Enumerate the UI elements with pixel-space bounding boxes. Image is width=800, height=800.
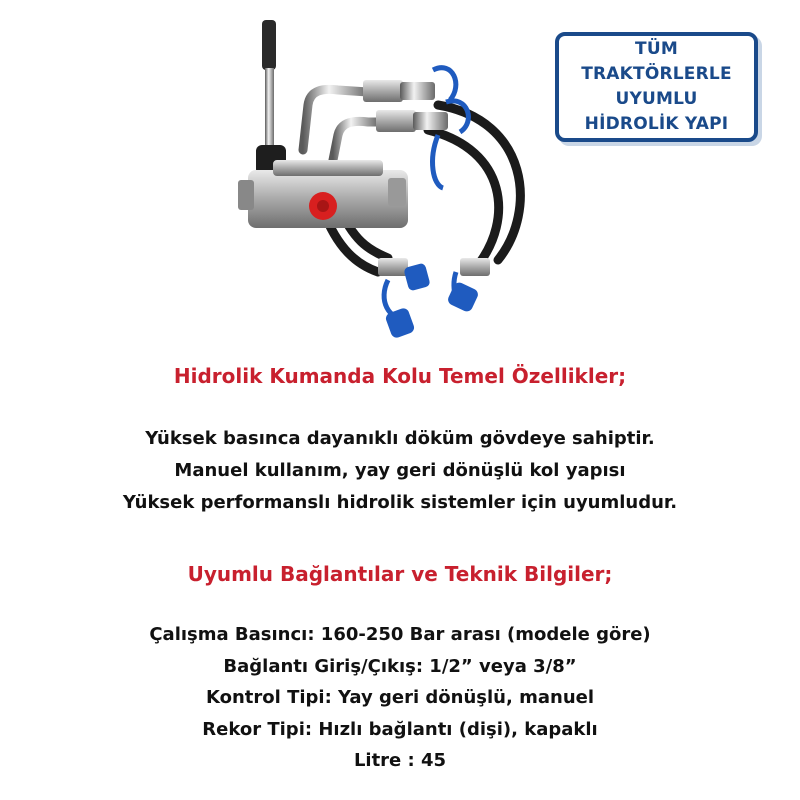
feature-item: Yüksek performanslı hidrolik sistemler için uyumludur. [122, 492, 678, 513]
spec-item: Kontrol Tipi: Yay geri dönüşlü, manuel [205, 687, 595, 708]
control-lever [256, 20, 286, 175]
spec-item: Bağlantı Giriş/Çıkış: 1/2” veya 3/8” [223, 656, 577, 677]
valve-body [238, 160, 408, 228]
feature-item: Yüksek basınca dayanıklı döküm gövdeye sahiptir. [145, 428, 655, 449]
spec-item: Rekor Tipi: Hızlı bağlantı (dişi), kapaklı [202, 719, 598, 740]
feature-item: Manuel kullanım, yay geri dönüşlü kol yapısı [174, 460, 626, 481]
badge-line-3: HİDROLİK YAPI [584, 114, 729, 134]
features-heading: Hidrolik Kumanda Kolu Temel Özellikler; [173, 364, 627, 388]
badge-line-2: UYUMLU [615, 89, 698, 109]
spec-item: Çalışma Basıncı: 160-250 Bar arası (modele göre) [149, 624, 651, 645]
hydraulic-valve-image [228, 10, 558, 350]
specs-heading: Uyumlu Bağlantılar ve Teknik Bilgiler; [187, 562, 613, 586]
blue-coupler-caps-bottom [378, 258, 490, 339]
badge-line-1: TÜM TRAKTÖRLERLE [581, 39, 732, 84]
compatibility-badge [555, 32, 758, 142]
spec-item: Litre : 45 [353, 750, 447, 771]
